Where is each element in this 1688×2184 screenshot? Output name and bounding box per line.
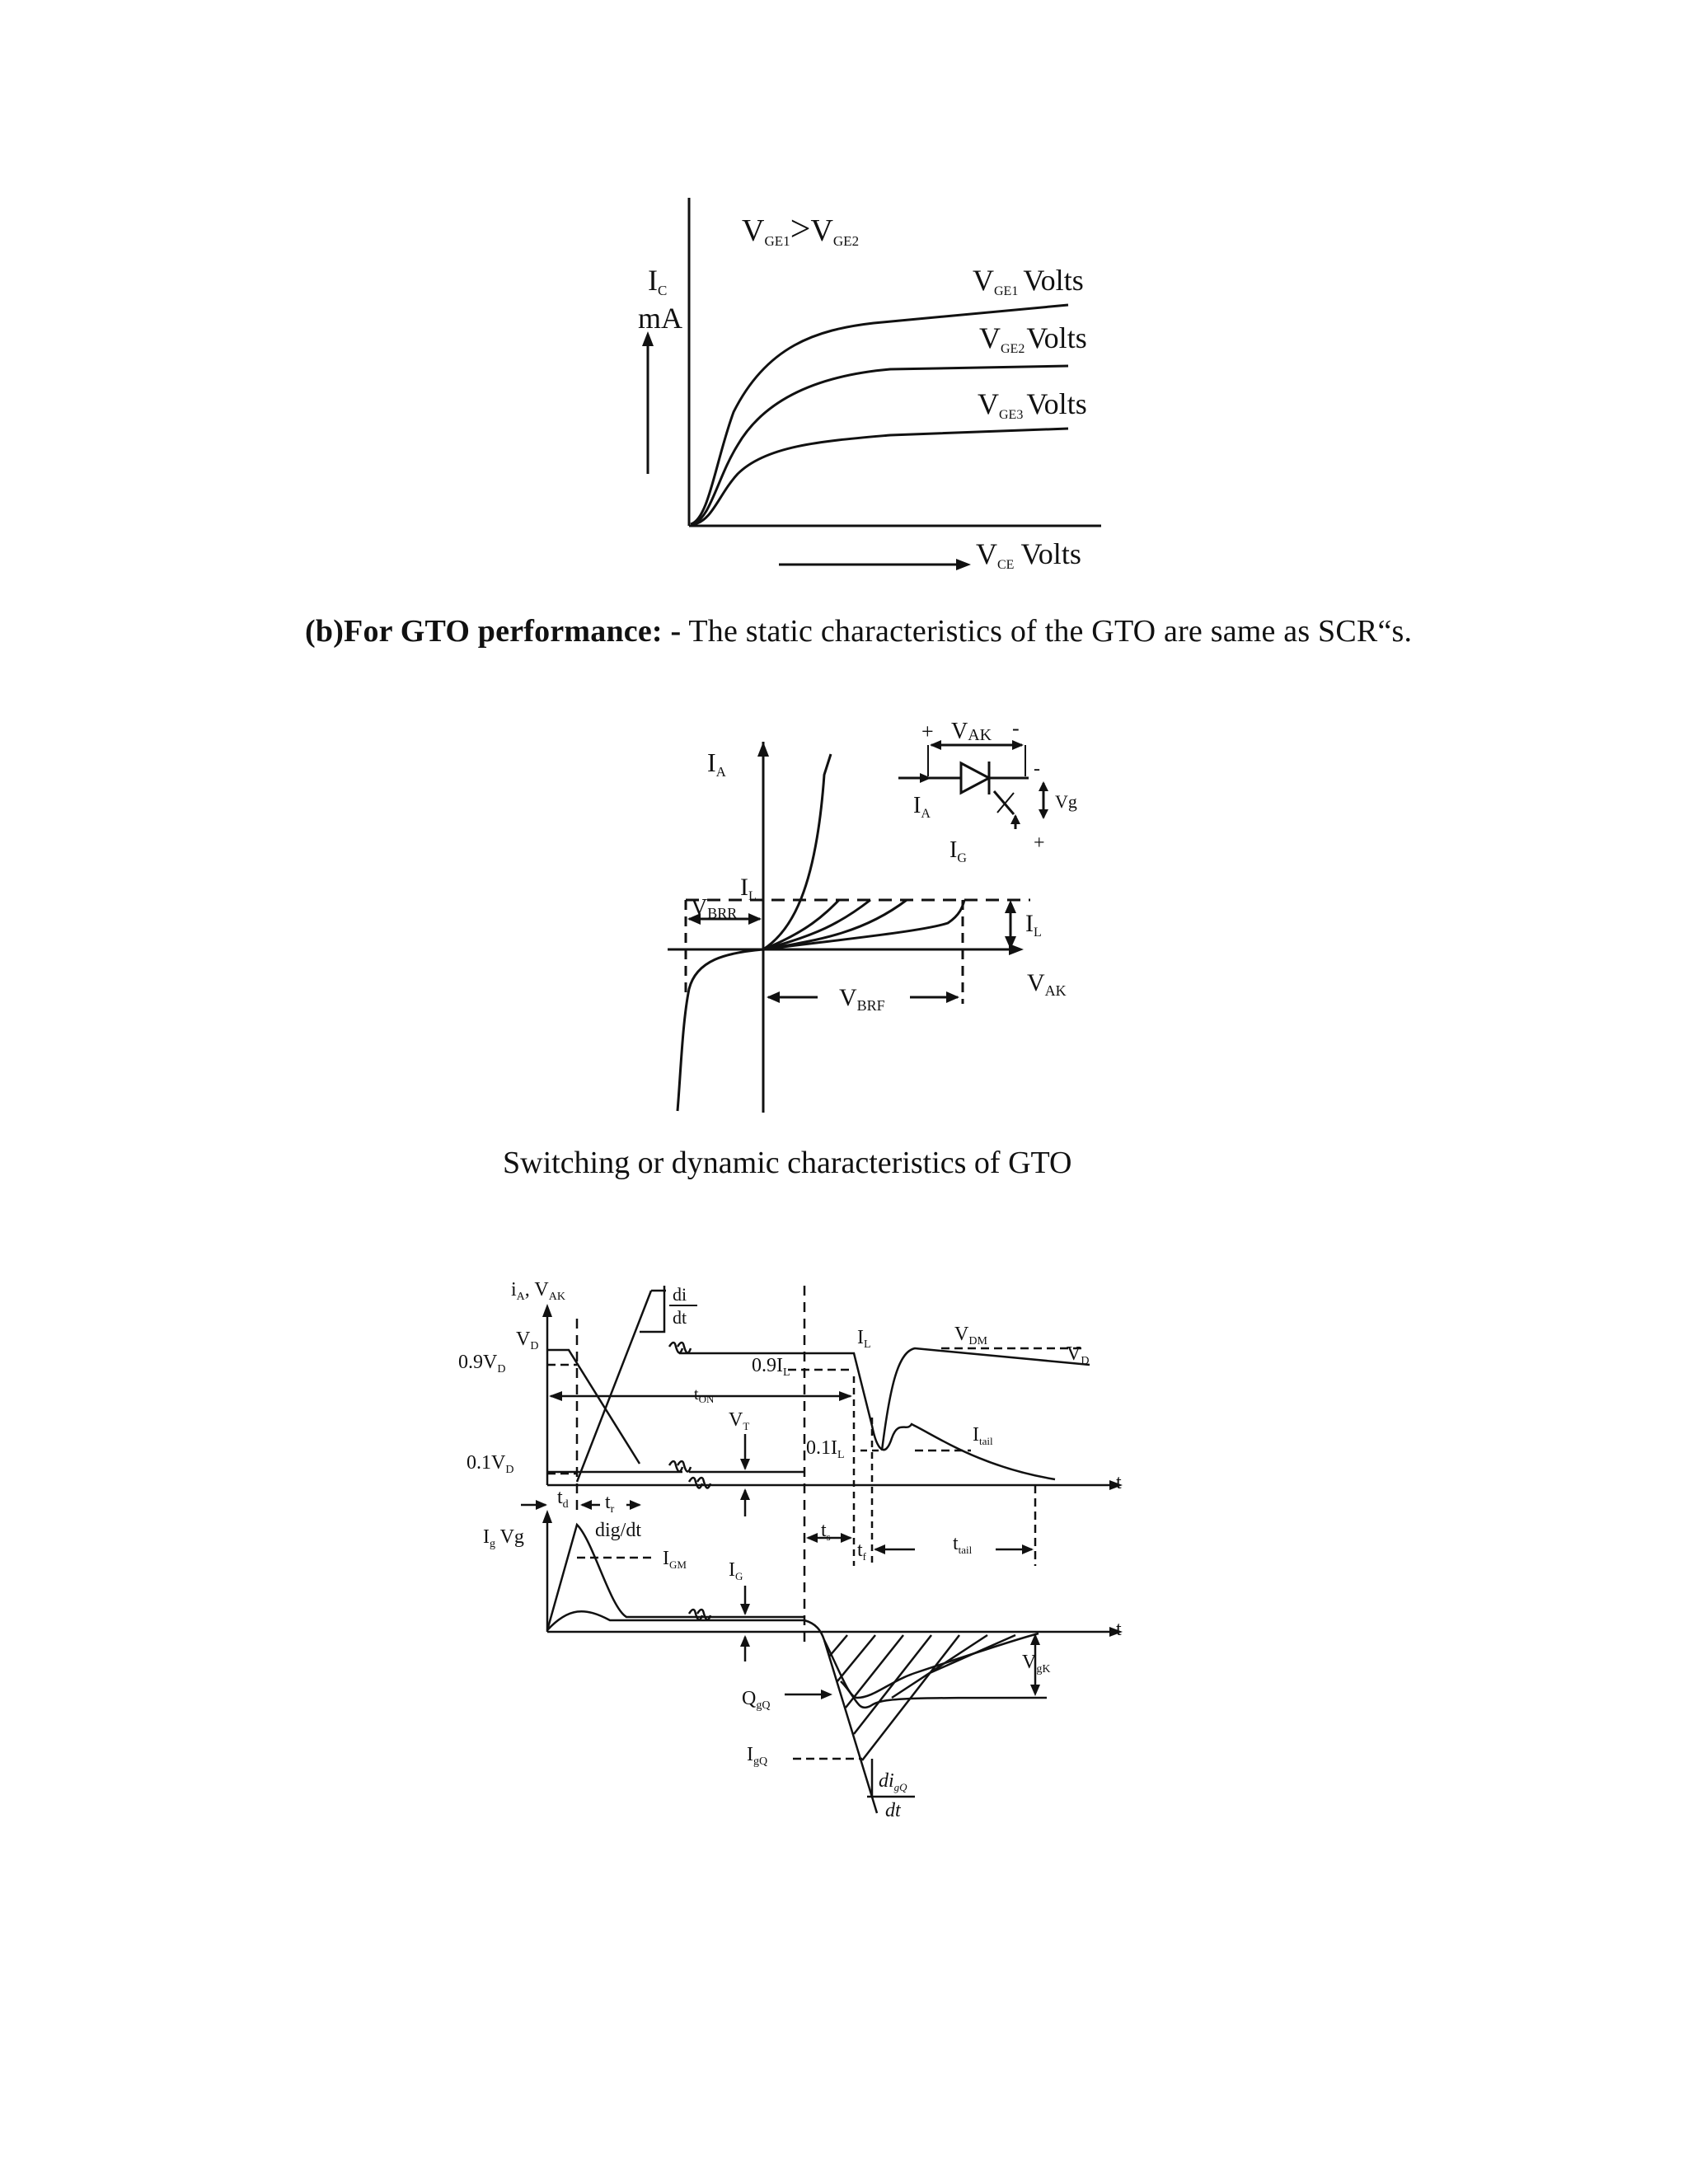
svg-text:IG: $I_G$	[729, 1559, 743, 1582]
svg-text:IL: $I_L$	[857, 1327, 871, 1351]
svg-text:VAK: VAK	[951, 719, 992, 744]
svg-text:IGM: $I_{GM}$	[663, 1548, 687, 1571]
svg-text:VgK: $V_{gK}$	[1022, 1652, 1051, 1675]
label-vge2: VGE2Volts	[979, 321, 1087, 356]
svg-text:+: +	[921, 719, 934, 743]
svg-text:IA: $I_A$	[913, 793, 931, 821]
svg-text:dt: dt	[673, 1307, 687, 1328]
svg-text:0.1IL: $0.1I_L$	[806, 1437, 845, 1461]
y-axis-label: IC	[648, 264, 668, 298]
y-axis-unit: mA	[638, 302, 682, 335]
svg-text:-: -	[1012, 716, 1020, 740]
svg-text:VD: $V_D$	[516, 1329, 539, 1352]
svg-text:Itail: $I_{tail}$	[973, 1424, 993, 1447]
svg-text:di: di	[673, 1284, 687, 1305]
svg-text:Ig Vg: $I_g$ Vg	[483, 1526, 524, 1550]
svg-text:QgQ: $Q_{gQ}$	[742, 1688, 771, 1712]
svg-text:tON: $t_{ON}$	[694, 1385, 715, 1405]
svg-text:VDM: $V_{DM}$	[954, 1324, 987, 1347]
svg-text:dig/dt: dig/dt	[595, 1520, 642, 1541]
svg-text:tf: $t_f$	[857, 1540, 867, 1563]
svg-text:0.1VD: $0.1V_D$	[467, 1452, 514, 1476]
label-vge1: VGE1 Volts	[973, 264, 1084, 298]
vbrf-label: $V_{BRF}$	[839, 984, 885, 1014]
svg-text:VD: $V_D$	[1067, 1343, 1090, 1367]
svg-text:+: +	[1034, 832, 1045, 854]
svg-text:ts: $t_s$	[821, 1520, 831, 1543]
x-axis-label: VCE Volts	[976, 537, 1081, 572]
label-vge3: VGE3 Volts	[978, 387, 1087, 422]
svg-text:0.9IL: $0.9I_L$	[752, 1355, 790, 1379]
svg-text:ttail: $t_{tail}$	[953, 1533, 973, 1556]
svg-text:IG: $I_G$	[950, 837, 967, 865]
svg-text:iA, VAK: $i_A$, $V_{AK}$	[511, 1279, 565, 1303]
svg-text:t: t	[1116, 1472, 1122, 1493]
svg-text:IgQ: $I_{gQ}$	[747, 1744, 768, 1768]
paragraph-body: The static characteristics of the GTO are same as SCR“s.	[681, 614, 1413, 649]
paragraph-prefix: (b)For	[305, 614, 401, 649]
svg-text:dt: dt	[885, 1800, 901, 1821]
vbrr-label: VBRR	[691, 895, 738, 921]
switching-caption: Switching or dynamic characteristics of GTO	[503, 1146, 1072, 1180]
svg-text:digQ: $di_{gQ}$	[879, 1770, 907, 1793]
svg-text:0.9VD: $0.9V_D$	[458, 1352, 506, 1376]
svg-text:Vg: Vg	[1055, 791, 1077, 812]
ia-axis-label: IA	[707, 748, 726, 780]
il-label: $I_L$	[740, 874, 757, 903]
svg-text:t: t	[1116, 1619, 1122, 1640]
svg-text:VT: $V_T$	[729, 1409, 750, 1432]
il-right-label: $I_L$	[1025, 910, 1042, 940]
vak-axis-label: $V_{AK}$	[1027, 969, 1067, 999]
svg-text:VGE1>VGE2: VGE1>VGE2	[742, 209, 860, 249]
svg-text:td: $t_d$	[557, 1487, 569, 1511]
svg-text:tr: $t_r$	[605, 1492, 615, 1516]
paragraph-bold-heading: GTO performance: -	[400, 614, 682, 649]
svg-text:-: -	[1034, 758, 1040, 780]
